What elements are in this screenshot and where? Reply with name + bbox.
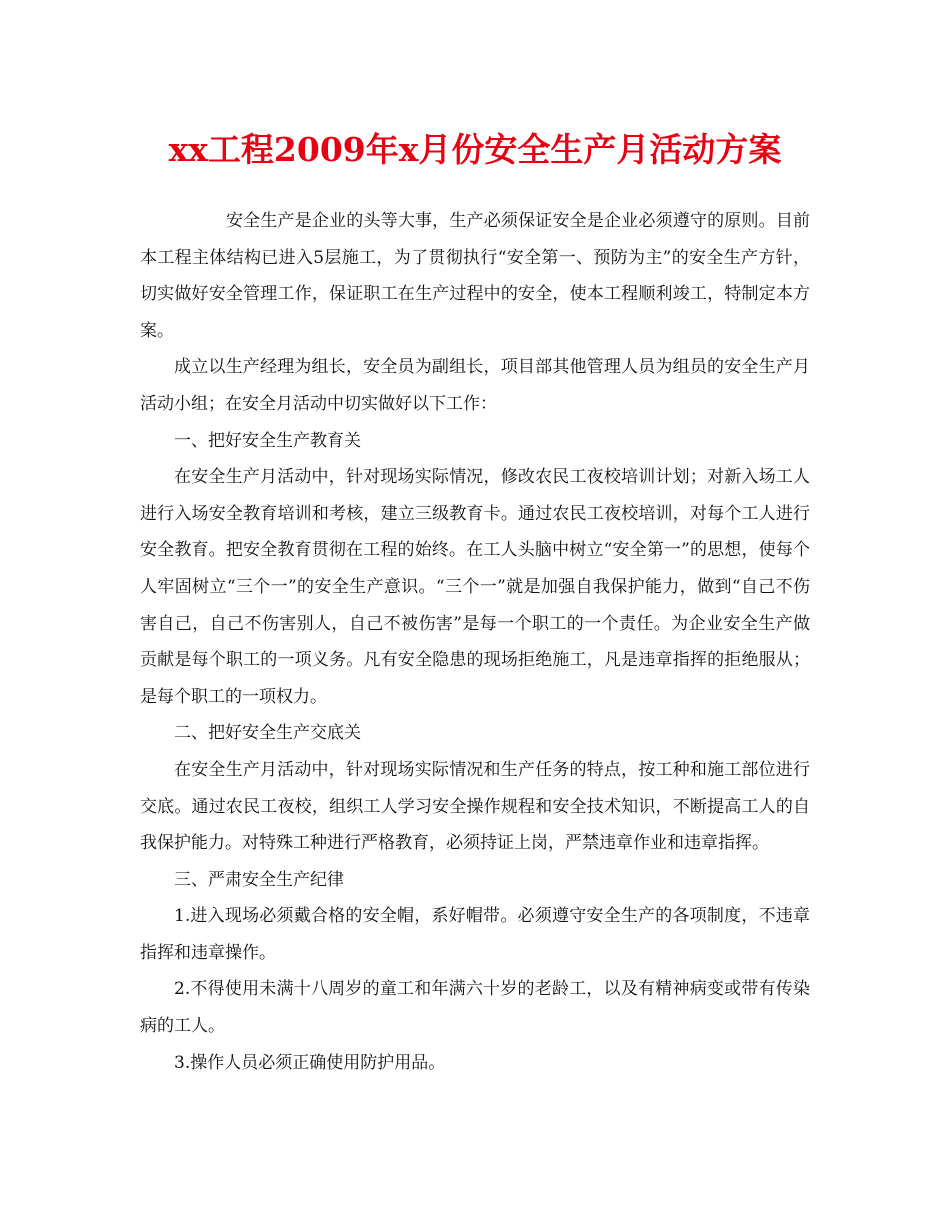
paragraph-education: 在安全生产月活动中，针对现场实际情况，修改农民工夜校培训计划；对新入场工人进行入场安全教育培训和考核，建立三级教育卡。通过农民工夜校培训，对每个工人进行安全教育。把安全教育贯彻在工程的始终。在工人头脑中树立“安全第一”的思想，使每个人牢固树立“三个一”的安全生产意识。“三个一”就是加强自我保护能力，做到“自己不伤害自己，自己不伤害别人，自己不被伤害”是每一个职工的一个责任。为企业安全生产做贡献是每个职工的一项义务。凡有安全隐患的现场拒绝施工，凡是违章指挥的拒绝服从；是每个职工的一项权力。 bbox=[140, 467, 810, 707]
list-item-2: 2.不得使用未满十八周岁的童工和年满六十岁的老龄工，以及有精神病变或带有传染病的工人。 bbox=[140, 979, 810, 1037]
paragraph-briefing: 在安全生产月活动中，针对现场实际情况和生产任务的特点，按工种和施工部位进行交底。通过农民工夜校，组织工人学习安全操作规程和安全技术知识，不断提高工人的自我保护能力。对特殊工种进行严格教育，必须持证上岗，严禁违章作业和违章指挥。 bbox=[140, 759, 810, 854]
section-heading-3: 三、严肃安全生产纪律 bbox=[174, 869, 344, 890]
paragraph-intro: 安全生产是企业的头等大事，生产必须保证安全是企业必须遵守的原则。目前本工程主体结构已进入5层施工，为了贯彻执行“安全第一、预防为主”的安全生产方针，切实做好安全管理工作，保证职工在生产过程中的安全，使本工程顺利竣工，特制定本方案。 bbox=[140, 211, 810, 341]
document-body bbox=[140, 203, 810, 1081]
document-title: xx工程2009年x月份安全生产月活动方案 bbox=[168, 130, 782, 169]
list-item-1: 1.进入现场必须戴合格的安全帽，系好帽带。必须遵守安全生产的各项制度，不违章指挥和违章操作。 bbox=[140, 906, 810, 963]
section-heading-1: 一、把好安全生产教育关 bbox=[174, 430, 361, 451]
paragraph-team: 成立以生产经理为组长，安全员为副组长，项目部其他管理人员为组员的安全生产月活动小组；在安全月活动中切实做好以下工作： bbox=[140, 357, 810, 414]
list-item-3: 3.操作人员必须正确使用防护用品。 bbox=[174, 1052, 446, 1073]
section-heading-2: 二、把好安全生产交底关 bbox=[174, 723, 361, 744]
